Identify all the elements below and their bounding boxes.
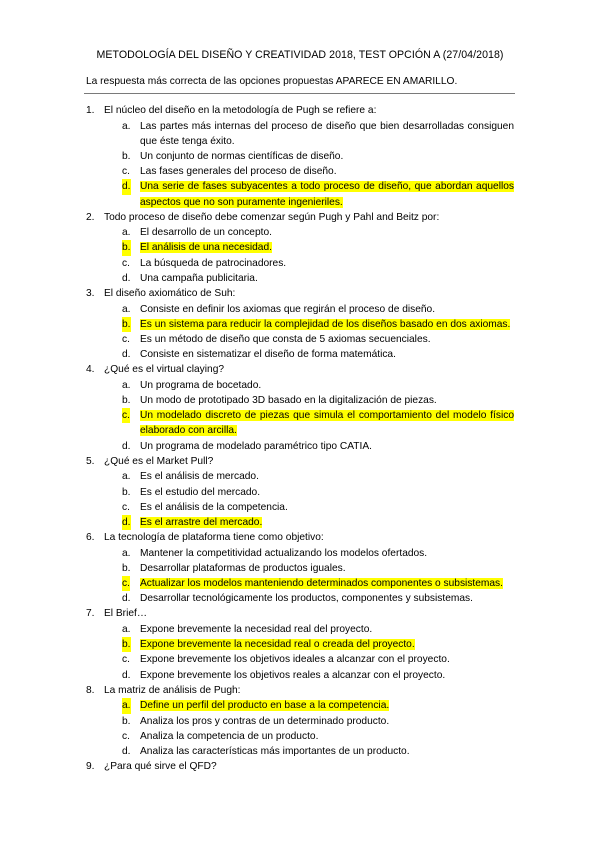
question-item bbox=[0, 530, 600, 606]
option-letter: b. bbox=[122, 395, 131, 407]
answer-option bbox=[0, 622, 600, 637]
intro-text: La respuesta más correcta de las opciones propuestas APARECE EN AMARILLO. bbox=[86, 76, 458, 87]
option-letter: d. bbox=[122, 593, 131, 605]
question-item bbox=[0, 683, 600, 759]
option-letter: a. bbox=[122, 303, 131, 315]
option-letter: d. bbox=[122, 179, 131, 194]
answer-option bbox=[0, 729, 600, 744]
option-text: Un modelado discreto de piezas que simula el comportamiento del modelo físico elaborado con arcilla. bbox=[140, 410, 514, 437]
option-letter: b. bbox=[122, 715, 131, 727]
question-text: ¿Para qué sirve el QFD? bbox=[104, 761, 217, 773]
answer-option-correct bbox=[0, 637, 600, 652]
option-text: El desarrollo de un concepto. bbox=[140, 227, 272, 239]
answer-option bbox=[0, 714, 600, 729]
question-number: 1. bbox=[86, 105, 95, 116]
question-number: 3. bbox=[86, 288, 95, 300]
option-letter: c. bbox=[122, 257, 130, 269]
answer-option-correct bbox=[0, 240, 600, 255]
answer-option bbox=[0, 256, 600, 271]
answer-option bbox=[0, 500, 600, 515]
option-list bbox=[0, 469, 600, 530]
option-letter: b. bbox=[122, 240, 131, 255]
question-text: El núcleo del diseño en la metodología de Pugh se refiere a: bbox=[104, 105, 377, 116]
option-text: Expone brevemente la necesidad real del proyecto. bbox=[140, 623, 373, 635]
option-list bbox=[0, 225, 600, 286]
question-text: El Brief… bbox=[104, 608, 148, 620]
option-letter: c. bbox=[122, 166, 130, 178]
answer-option-correct bbox=[0, 515, 600, 530]
question-item bbox=[0, 362, 600, 454]
option-letter: b. bbox=[122, 562, 131, 574]
option-text: Un modo de prototipado 3D basado en la digitalización de piezas. bbox=[140, 395, 437, 407]
divider-line bbox=[84, 93, 515, 94]
question-line bbox=[0, 286, 600, 302]
question-text: ¿Qué es el Market Pull? bbox=[104, 455, 214, 467]
question-text: Todo proceso de diseño debe comenzar según Pugh y Pahl and Beitz por: bbox=[104, 211, 440, 223]
option-text: El análisis de una necesidad. bbox=[140, 242, 272, 254]
option-text: Un programa de modelado paramétrico tipo CATIA. bbox=[140, 440, 372, 452]
question-item bbox=[0, 606, 600, 682]
option-text: Desarrollar tecnológicamente los productos, componentes y subsistemas. bbox=[140, 593, 473, 605]
option-text: Mantener la competitividad actualizando los modelos ofertados. bbox=[140, 547, 428, 559]
option-text: Expone brevemente los objetivos reales a alcanzar con el proyecto. bbox=[140, 669, 446, 681]
option-list bbox=[0, 378, 600, 454]
option-text: Desarrollar plataformas de productos iguales. bbox=[140, 562, 346, 574]
option-text: Actualizar los modelos manteniendo determinados componentes o subsistemas. bbox=[140, 578, 503, 590]
question-number: 6. bbox=[86, 532, 95, 544]
answer-option bbox=[0, 591, 600, 606]
option-text: Define un perfil del producto en base a la competencia. bbox=[140, 700, 390, 712]
option-text: Expone brevemente los objetivos ideales a alcanzar con el proyecto. bbox=[140, 654, 450, 666]
answer-option bbox=[0, 469, 600, 484]
answer-option-correct bbox=[0, 179, 600, 209]
option-text: Analiza las características más importantes de un producto. bbox=[140, 745, 410, 757]
answer-option-correct bbox=[0, 698, 600, 713]
option-text: Expone brevemente la necesidad real o creada del proyecto. bbox=[140, 639, 415, 651]
option-letter: c. bbox=[122, 408, 130, 423]
option-letter: d. bbox=[122, 272, 131, 284]
option-text: Consiste en definir los axiomas que regirán el proceso de diseño. bbox=[140, 303, 436, 315]
question-text: ¿Qué es el virtual claying? bbox=[104, 364, 225, 376]
answer-option bbox=[0, 485, 600, 500]
answer-option bbox=[0, 119, 600, 149]
option-letter: c. bbox=[122, 333, 130, 345]
question-item bbox=[0, 759, 600, 775]
option-letter: a. bbox=[122, 379, 131, 391]
option-text: Un conjunto de normas científicas de diseño. bbox=[140, 150, 344, 162]
option-letter: c. bbox=[122, 501, 130, 513]
option-letter: c. bbox=[122, 576, 130, 591]
question-text: El diseño axiomático de Suh: bbox=[104, 288, 236, 300]
option-letter: a. bbox=[122, 227, 131, 239]
option-letter: a. bbox=[122, 698, 131, 713]
question-line bbox=[0, 454, 600, 470]
option-text: Las partes más internas del proceso de diseño que bien desarrolladas consiguen que éste tenga éxito. bbox=[140, 120, 514, 147]
option-text: Es un método de diseño que consta de 5 axiomas secuenciales. bbox=[140, 333, 431, 345]
option-text: Una serie de fases subyacentes a todo proceso de diseño, que abordan aquellos aspectos que no son puramente ingenieriles. bbox=[140, 181, 514, 208]
answer-option-correct bbox=[0, 408, 600, 438]
answer-option bbox=[0, 744, 600, 759]
option-text: Consiste en sistematizar el diseño de forma matemática. bbox=[140, 349, 396, 361]
question-item bbox=[0, 210, 600, 286]
option-list bbox=[0, 119, 600, 210]
option-text: Es el arrastre del mercado. bbox=[140, 516, 263, 528]
option-text: Es el estudio del mercado. bbox=[140, 486, 261, 498]
answer-option bbox=[0, 439, 600, 454]
option-letter: d. bbox=[122, 349, 131, 361]
option-letter: a. bbox=[122, 547, 131, 559]
option-text: Es un sistema para reducir la complejidad de los diseños basado en dos axiomas. bbox=[140, 318, 511, 330]
option-letter: a. bbox=[122, 623, 131, 635]
option-letter: d. bbox=[122, 669, 131, 681]
option-list bbox=[0, 622, 600, 683]
question-line bbox=[0, 683, 600, 699]
answer-option bbox=[0, 225, 600, 240]
option-text: Las fases generales del proceso de diseño. bbox=[140, 166, 337, 178]
option-letter: a. bbox=[122, 471, 131, 483]
answer-option-correct bbox=[0, 576, 600, 591]
question-line bbox=[0, 362, 600, 378]
answer-option bbox=[0, 164, 600, 179]
answer-option bbox=[0, 332, 600, 347]
question-line bbox=[0, 210, 600, 226]
question-number: 2. bbox=[86, 211, 95, 223]
question-item bbox=[0, 286, 600, 362]
option-list bbox=[0, 302, 600, 363]
question-number: 7. bbox=[86, 608, 95, 620]
option-text: Es el análisis de la competencia. bbox=[140, 501, 288, 513]
question-text: La tecnología de plataforma tiene como objetivo: bbox=[104, 532, 324, 544]
question-number: 9. bbox=[86, 761, 95, 773]
option-letter: c. bbox=[122, 654, 130, 666]
question-number: 8. bbox=[86, 684, 95, 696]
option-list bbox=[0, 698, 600, 759]
question-list bbox=[0, 103, 600, 775]
option-text: La búsqueda de patrocinadores. bbox=[140, 257, 287, 269]
answer-option bbox=[0, 393, 600, 408]
option-letter: d. bbox=[122, 745, 131, 757]
option-text: Analiza los pros y contras de un determinado producto. bbox=[140, 715, 390, 727]
answer-option bbox=[0, 652, 600, 667]
option-letter: b. bbox=[122, 637, 131, 652]
option-letter: d. bbox=[122, 515, 131, 530]
question-item bbox=[0, 103, 600, 210]
answer-option bbox=[0, 668, 600, 683]
question-line bbox=[0, 606, 600, 622]
answer-option bbox=[0, 347, 600, 362]
question-number: 4. bbox=[86, 364, 95, 376]
answer-option bbox=[0, 546, 600, 561]
answer-option bbox=[0, 378, 600, 393]
question-number: 5. bbox=[86, 455, 95, 467]
page-title: METODOLOGÍA DEL DISEÑO Y CREATIVIDAD 2018, TEST OPCIÓN A (27/04/2018) bbox=[96, 49, 504, 61]
answer-option-correct bbox=[0, 317, 600, 332]
option-letter: b. bbox=[122, 317, 131, 332]
option-letter: a. bbox=[122, 120, 131, 132]
option-text: Una campaña publicitaria. bbox=[140, 272, 258, 284]
option-text: Un programa de bocetado. bbox=[140, 379, 262, 391]
option-letter: b. bbox=[122, 150, 131, 162]
question-line bbox=[0, 103, 600, 119]
answer-option bbox=[0, 271, 600, 286]
option-text: Analiza la competencia de un producto. bbox=[140, 730, 319, 742]
option-list bbox=[0, 546, 600, 607]
option-letter: c. bbox=[122, 730, 130, 742]
option-letter: d. bbox=[122, 440, 131, 452]
question-line bbox=[0, 759, 600, 775]
option-letter: b. bbox=[122, 486, 131, 498]
question-item bbox=[0, 454, 600, 530]
answer-option bbox=[0, 302, 600, 317]
question-line bbox=[0, 530, 600, 546]
answer-option bbox=[0, 561, 600, 576]
question-text: La matriz de análisis de Pugh: bbox=[104, 684, 241, 696]
option-text: Es el análisis de mercado. bbox=[140, 471, 259, 483]
answer-option bbox=[0, 149, 600, 164]
